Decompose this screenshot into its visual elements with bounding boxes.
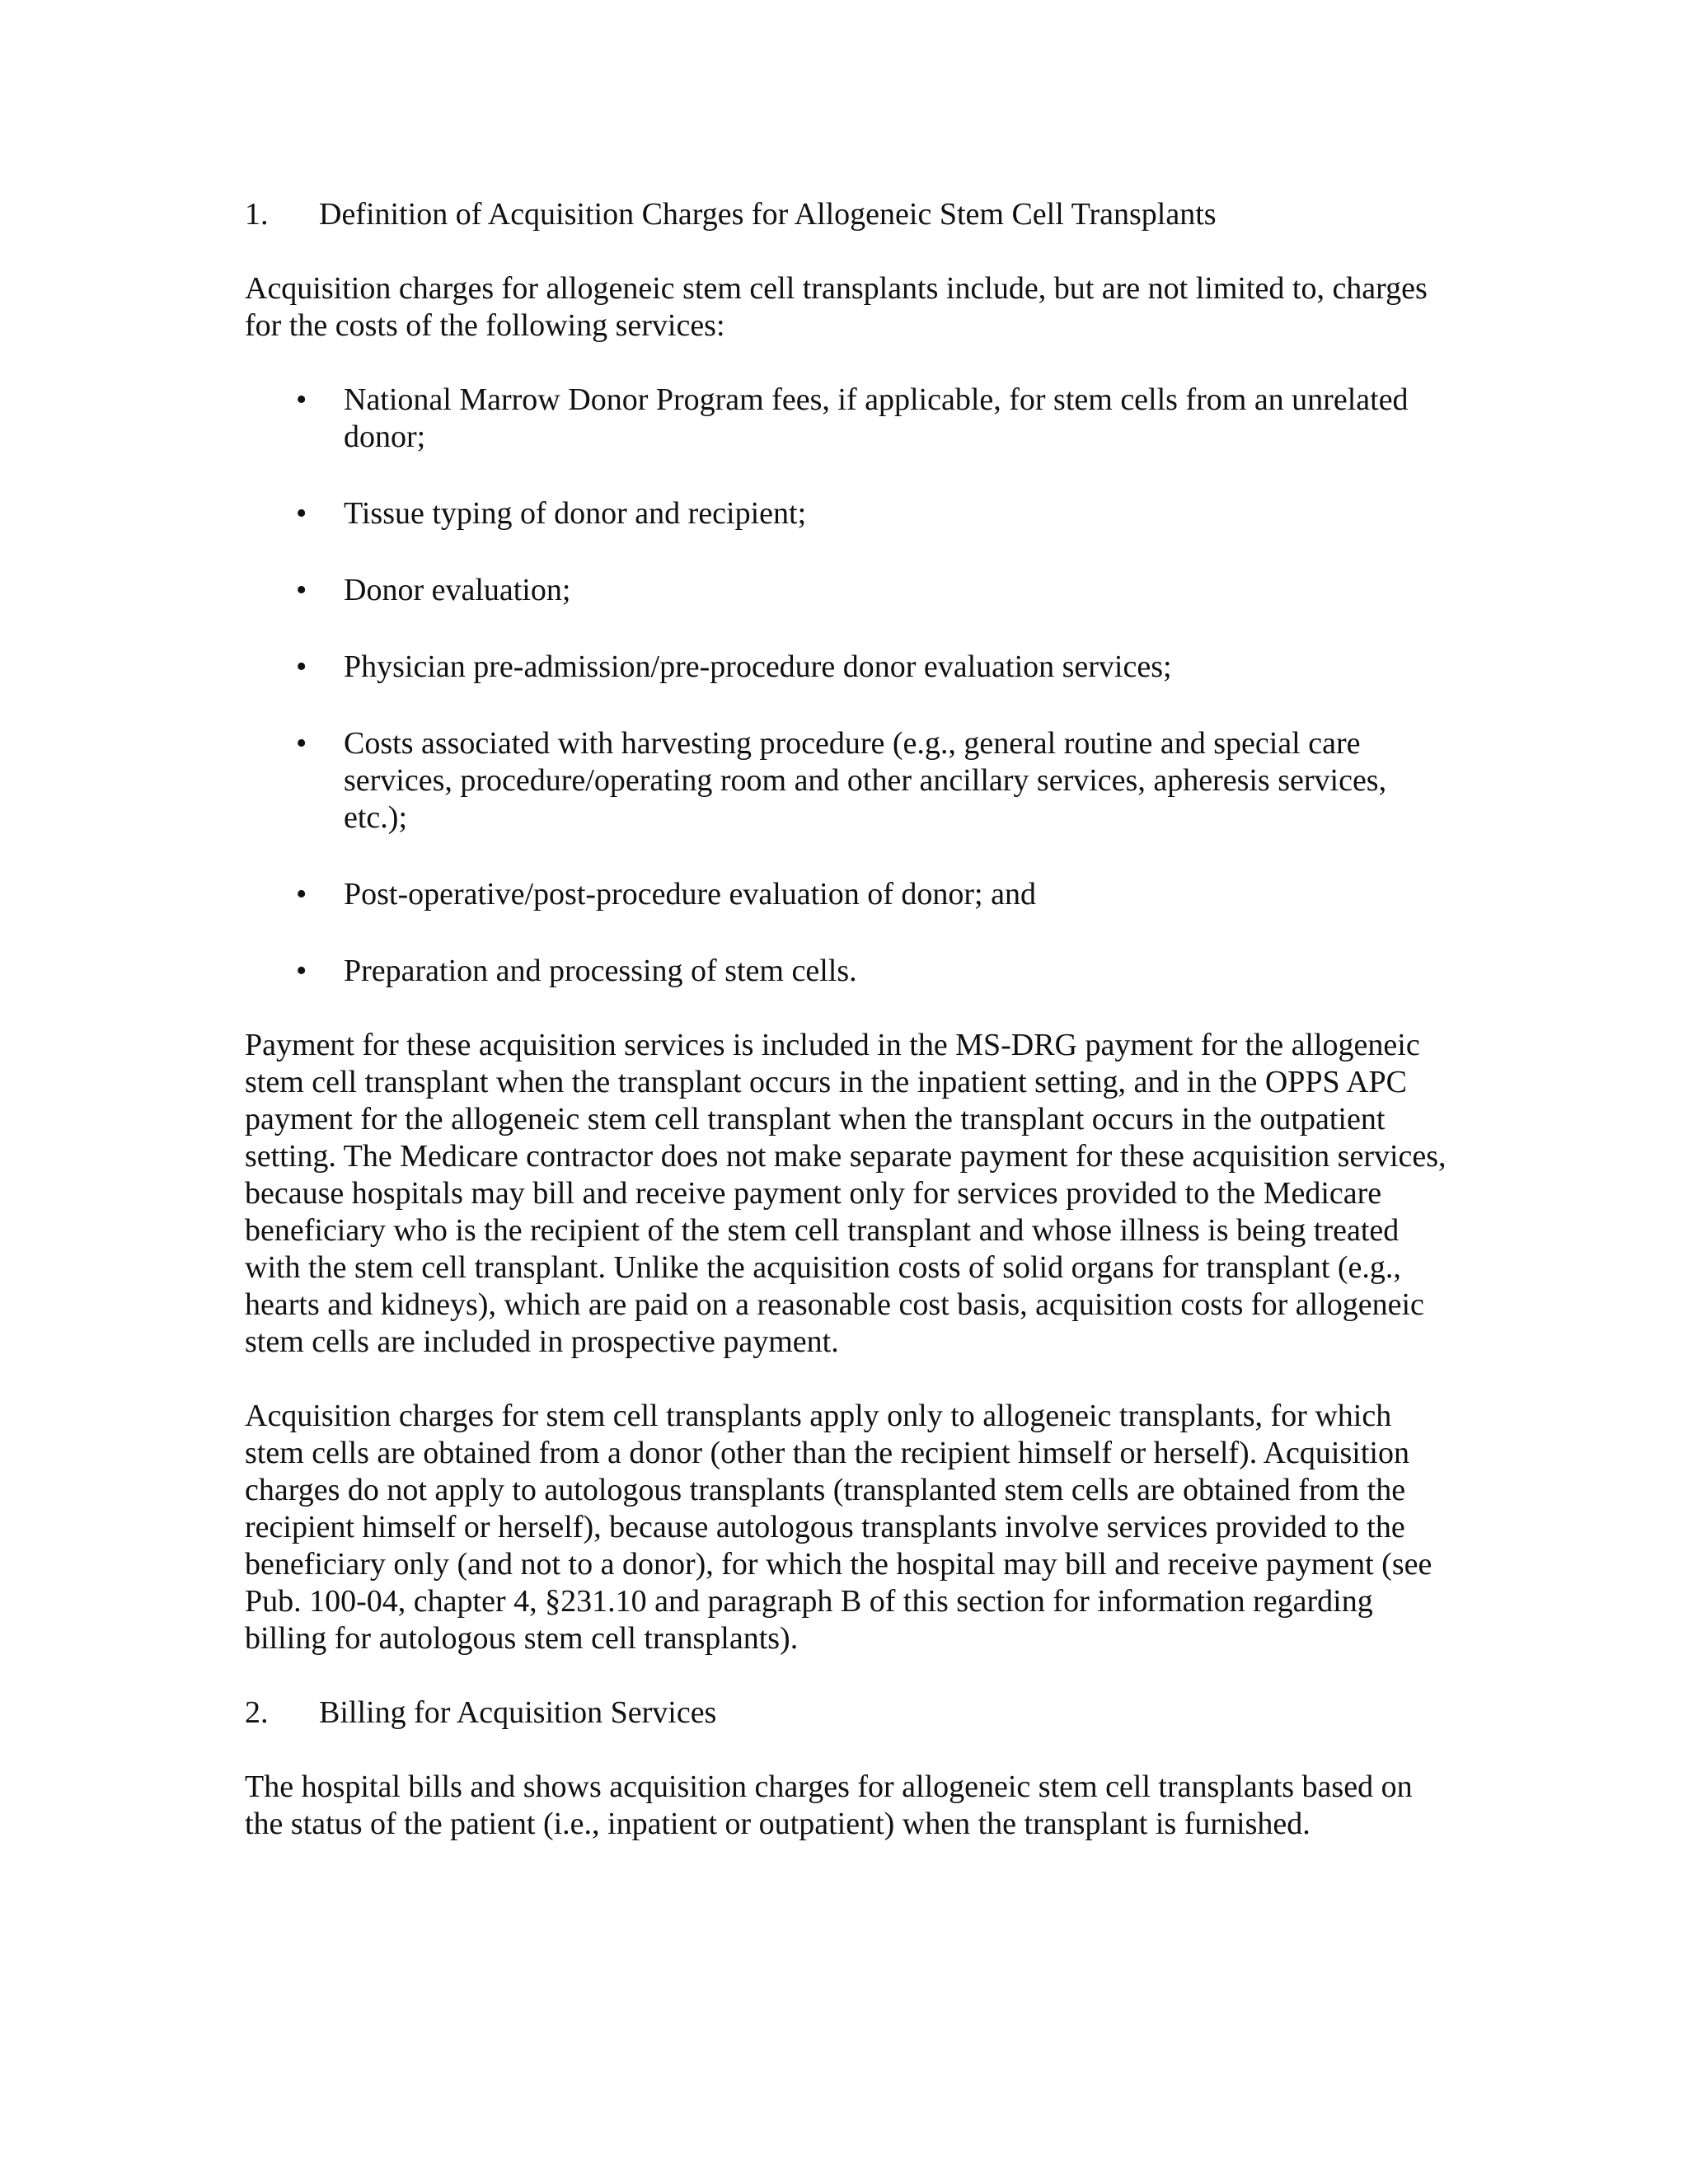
list-item-text: Tissue typing of donor and recipient; <box>344 496 807 531</box>
bullet-icon: • <box>296 573 307 607</box>
section-1-heading <box>245 196 1448 233</box>
bullet-icon: • <box>296 496 307 531</box>
payment-paragraph: Payment for these acquisition services is included in the MS-DRG payment for the allogeneic stem cell transplant when the transplant occurs in the inpatient setting, and in the OPPS APC payment for the allogeneic stem cell transplant when the transplant occurs in the outpatient setting. The Medicare contractor does not make separate payment for these acquisition services, because hospitals may bill and receive payment only for services provided to the Medicare beneficiary who is the recipient of the stem cell transplant and whose illness is being treated with the stem cell transplant. Unlike the acquisition costs of solid organs for transplant (e.g., hearts and kidneys), which are paid on a reasonable cost basis, acquisition costs for allogeneic stem cells are included in prospective payment. <box>245 1028 1447 1359</box>
section-1-number: 1. <box>245 197 269 232</box>
list-item <box>245 382 1448 456</box>
bullet-icon: • <box>296 649 307 684</box>
list-item-text: Physician pre-admission/pre-procedure donor evaluation services; <box>344 649 1172 684</box>
section-2-title: Billing for Acquisition Services <box>319 1695 717 1730</box>
bullet-icon: • <box>296 726 307 761</box>
section-2-heading <box>245 1694 1448 1732</box>
list-item-text: Preparation and processing of stem cells. <box>344 954 857 988</box>
list-item-text: Post-operative/post-procedure evaluation of donor; and <box>344 877 1036 912</box>
acquisition-services-list <box>245 382 1448 990</box>
list-item-text: Donor evaluation; <box>344 573 571 607</box>
list-item <box>245 572 1448 609</box>
list-item <box>245 953 1448 990</box>
list-item-text: Costs associated with harvesting procedure (e.g., general routine and special care services, procedure/operating room and other ancillary services, apheresis services, etc.); <box>344 726 1387 835</box>
billing-paragraph: The hospital bills and shows acquisition charges for allogeneic stem cell transplants based on the status of the patient (i.e., inpatient or outpatient) when the transplant is furnished. <box>245 1769 1413 1841</box>
list-item <box>245 495 1448 532</box>
bullet-icon: • <box>296 382 307 417</box>
document-body <box>245 196 1448 1843</box>
list-item <box>245 725 1448 837</box>
bullet-icon: • <box>296 877 307 912</box>
section-1-title: Definition of Acquisition Charges for Allogeneic Stem Cell Transplants <box>319 197 1217 232</box>
list-item <box>245 649 1448 686</box>
list-item-text: National Marrow Donor Program fees, if applicable, for stem cells from an unrelated donor; <box>344 382 1409 454</box>
section-1-intro: Acquisition charges for allogeneic stem cell transplants include, but are not limited to, charges for the costs of the following services: <box>245 271 1428 343</box>
list-item <box>245 876 1448 913</box>
bullet-icon: • <box>296 954 307 988</box>
section-2-number: 2. <box>245 1695 269 1730</box>
applicability-paragraph: Acquisition charges for stem cell transplants apply only to allogeneic transplants, for which stem cells are obtained from a donor (other than the recipient himself or herself). Acquisition charges do not apply to autologous transplants (transplanted stem cells are obtained from the recipient himself or herself), because autologous transplants involve services provided to the beneficiary only (and not to a donor), for which the hospital may bill and receive payment (see Pub. 100-04, chapter 4, §231.10 and paragraph B of this section for information regarding billing for autologous stem cell transplants). <box>245 1399 1432 1656</box>
